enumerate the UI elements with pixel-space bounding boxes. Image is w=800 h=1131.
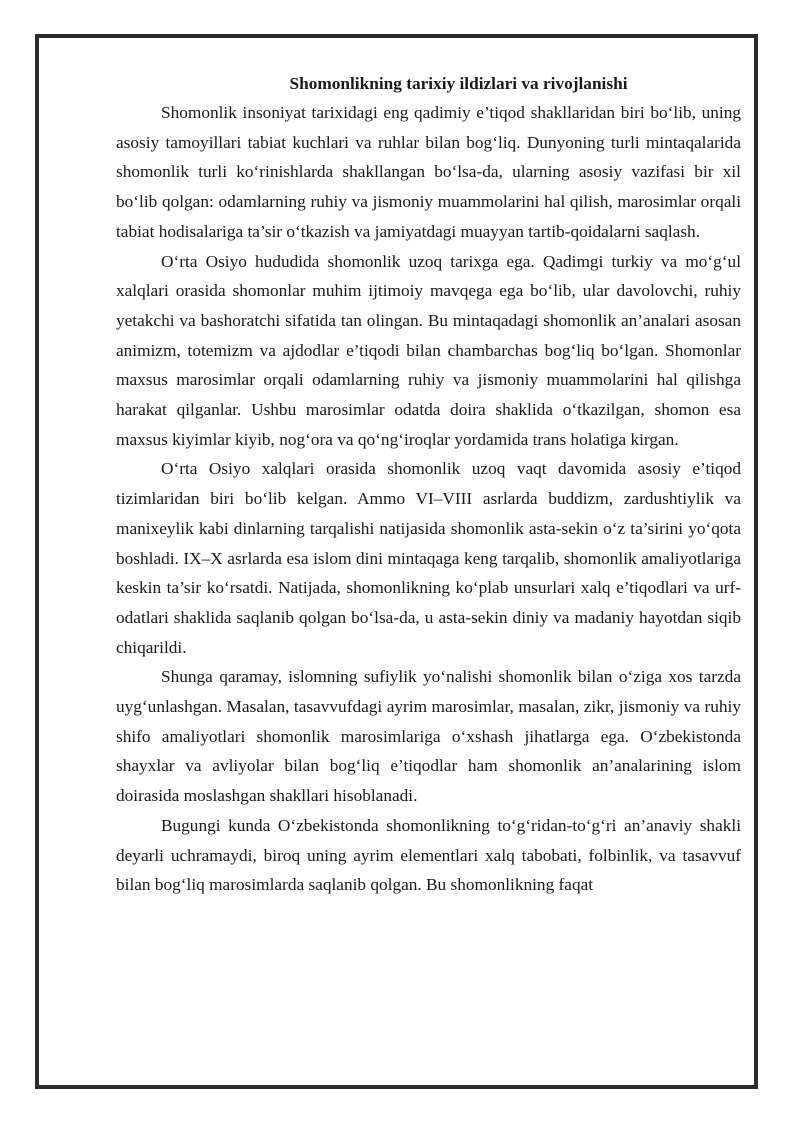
paragraph-5: Bugungi kunda O‘zbekistonda shomonlikning to‘g‘ridan-to‘g‘ri an’anaviy shakli deyarli uchramaydi, biroq uning ayrim elementlari xalq tabobati, folbinlik, va tasavvuf bilan bog‘liq marosimlarda saqlanib qolgan. Bu shomonlikning faqat [116, 815, 741, 895]
paragraph-4: Shunga qaramay, islomning sufiylik yo‘nalishi shomonlik bilan o‘ziga xos tarzda uyg‘unlashgan. Masalan, tasavvufdagi ayrim marosimlar, masalan, zikr, jismoniy va ruhiy shifo amaliyotlari shomonlik marosimlariga o‘xshash jihatlarga ega. O‘zbekistonda shayxlar va avliyolar bilan bog‘liq e’tiqodlar ham shomonlik an’analarining islom doirasida moslashgan shakllari hisoblanadi. [116, 667, 741, 806]
document-title: Shomonlikning tarixiy ildizlari va rivojlanishi [289, 74, 628, 93]
paragraph-3: O‘rta Osiyo xalqlari orasida shomonlik uzoq vaqt davomida asosiy e’tiqod tizimlaridan biri bo‘lib kelgan. Ammo VI–VIII asrlarda buddizm, zardushtiylik va manixeylik kabi dinlarning tarqalishi natijasida shomonlik asta-sekin o‘z ta’sirini yo‘qota boshladi. IX–X asrlarda esa islom dini mintaqaga keng tarqalib, shomonlik amaliyotlariga keskin ta’sir ko‘rsatdi. Natijada, shomonlikning ko‘plab unsurlari xalq e’tiqodlari va urf-odatlari shaklida saqlanib qolgan bo‘lsa-da, u asta-sekin diniy va madaniy hayotdan siqib chiqarildi. [116, 459, 741, 657]
paragraph-2: O‘rta Osiyo hududida shomonlik uzoq tarixga ega. Qadimgi turkiy va mo‘g‘ul xalqlari orasida shomonlar muhim ijtimoiy mavqega ega bo‘lib, ular davolovchi, ruhiy yetakchi va bashoratchi sifatida tan olingan. Bu mintaqadagi shomonlik an’analari asosan animizm, totemizm va ajdodlar e’tiqodi bilan chambarchas bog‘liq bo‘lgan. Shomonlar maxsus marosimlar orqali odamlarning ruhiy va jismoniy muammolarini hal qilishga harakat qilganlar. Ushbu marosimlar odatda doira shaklida o‘tkazilgan, shomon esa maxsus kiyimlar kiyib, nog‘ora va qo‘ng‘iroqlar yordamida trans holatiga kirgan. [116, 251, 741, 449]
paragraph-1: Shomonlik insoniyat tarixidagi eng qadimiy e’tiqod shakllaridan biri bo‘lib, uning asosiy tamoyillari tabiat kuchlari va ruhlar bilan bog‘liq. Dunyoning turli mintaqalarida shomonlik turli ko‘rinishlarda shakllangan bo‘lsa-da, ularning asosiy vazifasi bir xil bo‘lib qolgan: odamlarning ruhiy va jismoniy muammolarini hal qilish, marosimlar orqali tabiat hodisalariga ta’sir o‘tkazish va jamiyatdagi muayyan tartib-qoidalarni saqlash. [116, 103, 741, 241]
document-body [116, 72, 741, 900]
